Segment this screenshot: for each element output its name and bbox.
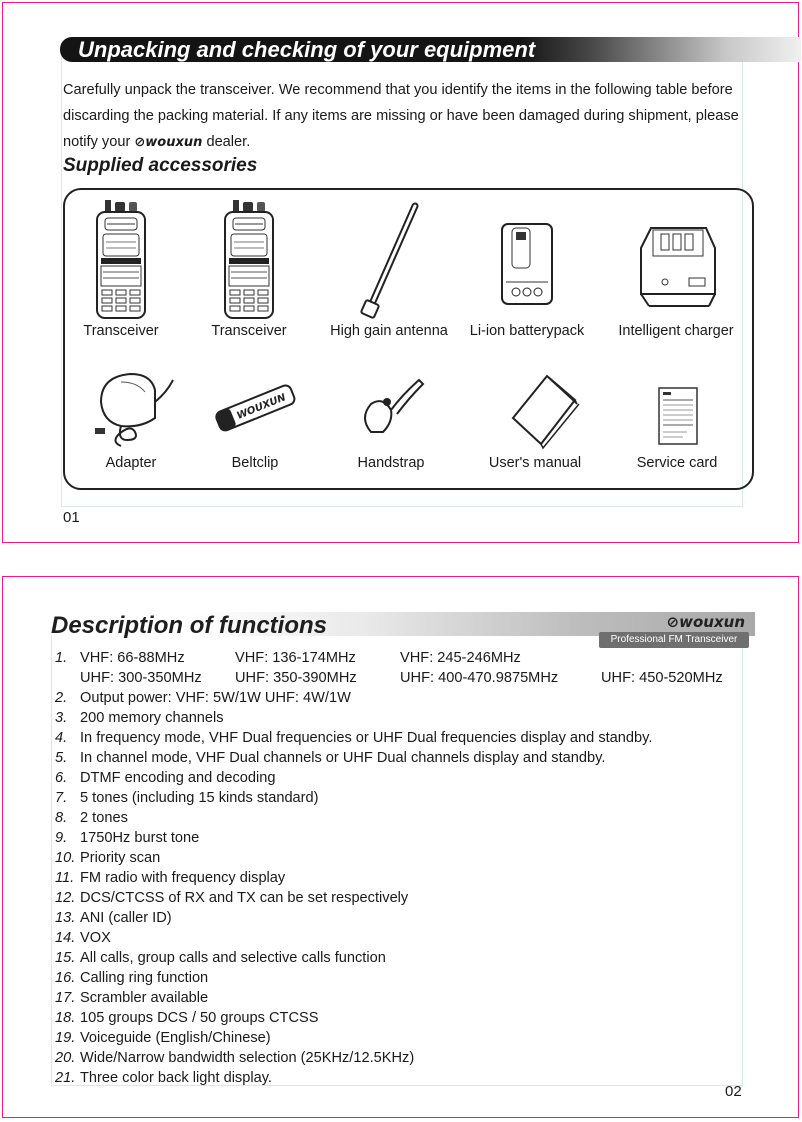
brand-tagline: Professional FM Transceiver xyxy=(599,632,749,648)
list-item: 2. Output power: VHF: 5W/1W UHF: 4W/1W xyxy=(55,690,351,706)
service-card-image xyxy=(627,362,727,452)
list-item: 21. Three color back light display. xyxy=(55,1070,272,1086)
list-item: 11. FM radio with frequency display xyxy=(55,870,286,886)
accessory-battery xyxy=(457,198,597,342)
accessory-beltclip xyxy=(205,362,305,474)
list-item: 17. Scrambler available xyxy=(55,990,209,1006)
function-text: Three color back light display. xyxy=(80,1070,272,1086)
accessory-label: User's manual xyxy=(488,455,582,471)
list-item: 10. Priority scan xyxy=(55,850,161,866)
function-text: 1750Hz burst tone xyxy=(80,830,200,846)
intro-paragraph xyxy=(63,77,775,156)
list-item: 4. In frequency mode, VHF Dual frequencies or UHF Dual frequencies display and standby. xyxy=(55,730,653,746)
accessory-adapter xyxy=(81,362,181,474)
page-number: 01 xyxy=(63,509,80,526)
accessory-label: Beltclip xyxy=(231,455,279,471)
accessory-label: Transceiver xyxy=(211,323,287,339)
accessory-transceiver-1 xyxy=(71,198,171,342)
beltclip-image xyxy=(205,362,305,452)
frequency-band: VHF: 136-174MHz xyxy=(235,650,356,666)
supplied-accessories-heading: Supplied accessories xyxy=(63,155,258,176)
list-item: 13. ANI (caller ID) xyxy=(55,910,172,926)
frequency-row xyxy=(80,668,755,688)
function-list xyxy=(55,648,755,1088)
accessory-antenna xyxy=(327,198,451,342)
function-text: DCS/CTCSS of RX and TX can be set respectively xyxy=(80,890,409,906)
list-item: 5. In channel mode, VHF Dual channels or UHF Dual channels display and standby. xyxy=(55,750,606,766)
list-item: 15. All calls, group calls and selective calls function xyxy=(55,950,386,966)
page-01 xyxy=(2,2,799,543)
accessory-manual xyxy=(475,362,595,474)
list-item: 9. 1750Hz burst tone xyxy=(55,830,200,846)
list-item: 8. 2 tones xyxy=(55,810,128,826)
item-number: 1. xyxy=(55,650,68,666)
function-text: In channel mode, VHF Dual channels or UHF Dual channels display and standby. xyxy=(80,750,606,766)
page-title: Description of functions xyxy=(51,612,327,639)
frequency-band: UHF: 350-390MHz xyxy=(235,670,357,686)
list-item: 6. DTMF encoding and decoding xyxy=(55,770,276,786)
list-item: 3. 200 memory channels xyxy=(55,710,224,726)
list-item: 18. 105 groups DCS / 50 groups CTCSS xyxy=(55,1010,319,1026)
accessory-label: Transceiver xyxy=(83,323,159,339)
accessory-label: Li-ion batterypack xyxy=(469,323,585,339)
section-banner xyxy=(60,37,801,62)
page-number: 02 xyxy=(725,1083,742,1100)
battery-pack-image xyxy=(492,198,562,320)
frequency-band: VHF: 245-246MHz xyxy=(400,650,521,666)
list-item: 14. VOX xyxy=(55,930,111,946)
list-item: 12. DCS/CTCSS of RX and TX can be set respectively xyxy=(55,890,409,906)
frequency-band: UHF: 450-520MHz xyxy=(601,670,723,686)
brand-block xyxy=(599,613,749,649)
accessory-label: Service card xyxy=(636,455,718,471)
function-text: In frequency mode, VHF Dual frequencies or UHF Dual frequencies display and standby. xyxy=(80,730,653,746)
function-text: Scrambler available xyxy=(80,990,209,1006)
function-text: VOX xyxy=(80,930,111,946)
frequency-band: VHF: 66-88MHz xyxy=(80,650,185,666)
function-text: ANI (caller ID) xyxy=(80,910,172,926)
function-text: Calling ring function xyxy=(80,970,209,986)
function-text: 5 tones (including 15 kinds standard) xyxy=(80,790,319,806)
intro-text: Carefully unpack the transceiver. We recommend that you identify the items in the following table before discarding the packing material. If any items are missing or have been damaged during shipment, please notify your xyxy=(63,82,739,150)
wouxun-inline-logo: ⊘wouxun xyxy=(134,135,203,150)
list-item: 20. Wide/Narrow bandwidth selection (25KHz/12.5KHz) xyxy=(55,1050,415,1066)
page-02 xyxy=(2,576,799,1118)
manual-image xyxy=(485,362,585,452)
transceiver-image xyxy=(91,198,151,320)
function-text: All calls, group calls and selective calls function xyxy=(80,950,386,966)
accessory-charger xyxy=(605,198,747,342)
accessory-transceiver-2 xyxy=(199,198,299,342)
accessory-handstrap xyxy=(329,362,453,474)
function-text: Wide/Narrow bandwidth selection (25KHz/12.5KHz) xyxy=(80,1050,415,1066)
transceiver-image xyxy=(219,198,279,320)
frequency-row xyxy=(80,648,755,668)
frequency-band: UHF: 400-470.9875MHz xyxy=(400,670,559,686)
charger-image xyxy=(631,198,721,320)
page-title: Unpacking and checking of your equipment xyxy=(78,37,536,62)
intro-text-end: dealer. xyxy=(206,134,251,150)
list-item: 16. Calling ring function xyxy=(55,970,209,986)
function-text: 105 groups DCS / 50 groups CTCSS xyxy=(80,1010,319,1026)
wouxun-logo: ⊘wouxun xyxy=(666,613,745,631)
antenna-image xyxy=(349,198,429,320)
accessory-label: High gain antenna xyxy=(330,323,448,339)
svg-text:WOUXUN: WOUXUN xyxy=(235,392,288,422)
accessory-label: Adapter xyxy=(105,455,157,471)
function-text: FM radio with frequency display xyxy=(80,870,286,886)
accessory-label: Intelligent charger xyxy=(618,323,734,339)
list-item: 19. Voiceguide (English/Chinese) xyxy=(55,1030,271,1046)
list-item xyxy=(55,648,755,688)
function-text: DTMF encoding and decoding xyxy=(80,770,276,786)
function-text: Priority scan xyxy=(80,850,161,866)
function-text: Output power: VHF: 5W/1W UHF: 4W/1W xyxy=(80,690,351,706)
function-text: 200 memory channels xyxy=(80,710,224,726)
list-item: 7. 5 tones (including 15 kinds standard) xyxy=(55,790,319,806)
function-text: Voiceguide (English/Chinese) xyxy=(80,1030,271,1046)
accessory-label: Handstrap xyxy=(357,455,425,471)
handstrap-image xyxy=(341,362,441,452)
frequency-band: UHF: 300-350MHz xyxy=(80,670,202,686)
adapter-image xyxy=(81,362,181,452)
accessories-table xyxy=(63,188,754,490)
accessory-service-card xyxy=(619,362,735,474)
function-text: 2 tones xyxy=(80,810,128,826)
